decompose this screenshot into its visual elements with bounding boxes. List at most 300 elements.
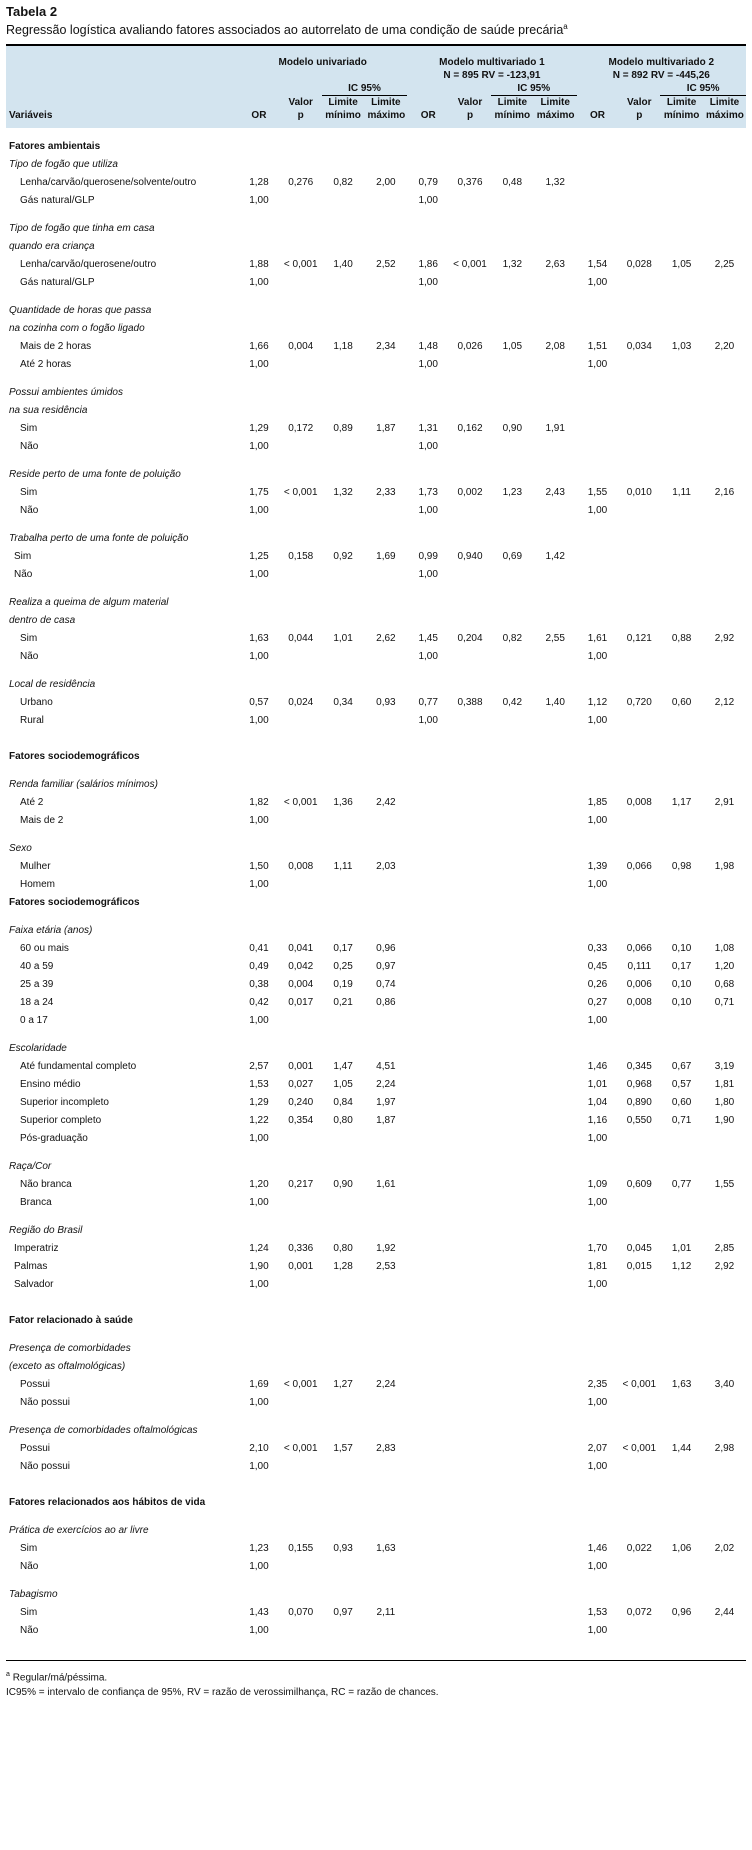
cell-valor-p [618, 894, 660, 912]
cell-or: 1,00 [587, 1133, 608, 1145]
cell-limite-minimo: 1,36 [333, 797, 353, 809]
cell-limite-maximo [703, 420, 746, 438]
cell-limite-maximo [703, 466, 746, 484]
cell-valor-p [280, 502, 322, 520]
cell-or [407, 1194, 449, 1212]
cell-or [407, 238, 449, 256]
cell-limite-maximo: 0,68 [714, 979, 735, 991]
cell-valor-p [449, 648, 491, 666]
cell-valor-p [280, 1558, 322, 1576]
cell-limite-maximo [364, 1422, 407, 1440]
cell-limite-maximo: 0,96 [376, 943, 396, 955]
cell-valor-p [618, 812, 660, 830]
variable-name: (exceto as oftalmológicas) [9, 1361, 126, 1373]
cell-limite-minimo [322, 384, 365, 402]
cell-limite-minimo [491, 384, 534, 402]
cell-valor-p [449, 156, 491, 174]
cell-limite-minimo [322, 812, 365, 830]
regression-table [6, 44, 746, 1661]
category-row [6, 1540, 746, 1558]
cell-valor-p [280, 894, 322, 912]
spacer-row [6, 830, 746, 840]
cell-limite-minimo: 0,42 [502, 697, 523, 709]
cell-limite-minimo [491, 712, 534, 730]
cell-or [577, 220, 619, 238]
category-row [6, 1394, 746, 1412]
cell-or [407, 1458, 449, 1476]
variable-row [6, 676, 746, 694]
cell-limite-minimo [491, 1222, 534, 1240]
cell-limite-maximo [534, 1440, 577, 1458]
cell-valor-p [280, 320, 322, 338]
cell-valor-p [449, 748, 491, 766]
cell-limite-maximo [364, 812, 407, 830]
cell-valor-p [280, 238, 322, 256]
cell-valor-p [449, 958, 491, 976]
cell-valor-p [449, 894, 491, 912]
cell-or [407, 1622, 449, 1640]
cell-limite-minimo [491, 976, 534, 994]
cell-limite-maximo: 1,08 [714, 943, 735, 955]
cell-limite-maximo [534, 466, 577, 484]
cell-valor-p [449, 274, 491, 292]
cell-limite-minimo: 0,67 [671, 1061, 692, 1073]
spacer-row [6, 1148, 746, 1158]
cell-or [407, 1522, 449, 1540]
cell-or [407, 1604, 449, 1622]
cell-limite-minimo: 1,05 [333, 1079, 353, 1091]
cell-limite-minimo [491, 1394, 534, 1412]
cell-limite-minimo [322, 676, 365, 694]
cell-limite-maximo [703, 1358, 746, 1376]
cell-limite-maximo [364, 402, 407, 420]
cell-limite-minimo [322, 648, 365, 666]
cell-limite-minimo [491, 1058, 534, 1076]
cell-or [577, 530, 619, 548]
cell-valor-p: 0,001 [288, 1061, 314, 1073]
cell-valor-p [618, 1422, 660, 1440]
cell-or [407, 1040, 449, 1058]
cell-valor-p: 0,028 [626, 259, 652, 271]
table-footnotes [6, 1667, 746, 1700]
cell-limite-minimo: 0,90 [333, 1179, 353, 1191]
cell-valor-p [449, 1494, 491, 1512]
cell-limite-maximo: 2,02 [714, 1543, 735, 1555]
cell-or [577, 566, 619, 584]
cell-limite-minimo [322, 530, 365, 548]
cell-limite-maximo [534, 438, 577, 456]
cell-limite-maximo: 1,69 [376, 551, 396, 563]
cell-limite-minimo: 0,10 [671, 979, 692, 991]
cell-limite-minimo [491, 1094, 534, 1112]
cell-limite-maximo: 2,03 [376, 861, 396, 873]
cell-or: 1,29 [249, 423, 269, 435]
cell-limite-maximo [534, 940, 577, 958]
cell-or: 1,00 [249, 1279, 269, 1291]
cell-limite-maximo [364, 274, 407, 292]
cell-limite-maximo [703, 530, 746, 548]
cell-limite-maximo [534, 274, 577, 292]
cell-or [577, 1586, 619, 1604]
caption-text: Regressão logística avaliando fatores associados ao autorrelato de uma condição de saúde precária [6, 23, 564, 38]
cell-limite-maximo [703, 712, 746, 730]
cell-limite-minimo [491, 812, 534, 830]
cell-or [407, 1158, 449, 1176]
cell-valor-p [280, 1394, 322, 1412]
cell-or [407, 1094, 449, 1112]
cell-limite-maximo: 2,43 [545, 487, 565, 499]
cell-or: 1,00 [249, 815, 269, 827]
cell-or: 1,39 [587, 861, 608, 873]
category-row [6, 438, 746, 456]
cell-limite-maximo [534, 1604, 577, 1622]
category-row [6, 1194, 746, 1212]
cell-or [238, 402, 280, 420]
cell-limite-minimo [322, 320, 365, 338]
cell-or: 1,00 [587, 1197, 608, 1209]
cell-valor-p [449, 402, 491, 420]
category-row [6, 1440, 746, 1458]
cell-limite-minimo [660, 530, 703, 548]
variable-row [6, 156, 746, 174]
cell-valor-p [280, 356, 322, 374]
cell-limite-minimo: 0,60 [671, 697, 692, 709]
category-label: Não branca [20, 1179, 72, 1191]
cell-limite-minimo [491, 320, 534, 338]
cell-limite-maximo: 1,80 [714, 1097, 735, 1109]
category-row [6, 1076, 746, 1094]
cell-or: 1,00 [418, 359, 438, 371]
cell-limite-minimo [322, 776, 365, 794]
cell-or: 1,04 [587, 1097, 608, 1109]
cell-valor-p [618, 1012, 660, 1030]
cell-or [577, 438, 619, 456]
cell-limite-minimo: 1,28 [333, 1261, 353, 1273]
category-label: Até fundamental completo [20, 1061, 137, 1073]
category-label: Sim [20, 423, 38, 435]
cell-or: 1,20 [249, 1179, 269, 1191]
cell-limite-minimo [491, 940, 534, 958]
category-row [6, 484, 746, 502]
cell-limite-minimo: 0,90 [502, 423, 523, 435]
cell-limite-maximo [534, 858, 577, 876]
cell-limite-maximo [703, 876, 746, 894]
cell-limite-maximo: 1,98 [714, 861, 735, 873]
cell-or: 1,70 [587, 1243, 608, 1255]
cell-valor-p: 0,008 [288, 861, 314, 873]
cell-valor-p [449, 1094, 491, 1112]
variable-name: Tipo de fogão que utiliza [9, 159, 118, 171]
variable-row [6, 776, 746, 794]
cell-or [407, 384, 449, 402]
cell-valor-p [618, 776, 660, 794]
category-label: 18 a 24 [20, 997, 54, 1009]
cell-limite-maximo [364, 502, 407, 520]
category-row [6, 1622, 746, 1640]
cell-valor-p [449, 858, 491, 876]
cell-limite-minimo [491, 502, 534, 520]
cell-valor-p: < 0,001 [453, 259, 487, 271]
cell-valor-p: 0,072 [626, 1607, 652, 1619]
category-row [6, 502, 746, 520]
cell-valor-p [280, 1494, 322, 1512]
cell-limite-maximo [703, 894, 746, 912]
cell-limite-minimo [491, 1604, 534, 1622]
category-row [6, 566, 746, 584]
cell-valor-p [449, 922, 491, 940]
cell-limite-maximo [364, 1012, 407, 1030]
cell-limite-maximo: 2,91 [714, 797, 735, 809]
cell-valor-p [449, 1312, 491, 1330]
cell-limite-minimo [491, 1358, 534, 1376]
cell-or: 1,55 [587, 487, 608, 499]
cell-limite-minimo [491, 156, 534, 174]
cell-limite-minimo [322, 1558, 365, 1576]
cell-limite-maximo [534, 1194, 577, 1212]
cell-or: 1,53 [249, 1079, 269, 1091]
cell-limite-minimo: 1,23 [502, 487, 523, 499]
cell-valor-p: 0,070 [288, 1607, 314, 1619]
cell-limite-minimo [322, 238, 365, 256]
cell-valor-p [280, 712, 322, 730]
cell-limite-maximo [703, 748, 746, 766]
cell-limite-minimo: 0,89 [333, 423, 353, 435]
cell-valor-p [618, 612, 660, 630]
spacer-row [6, 128, 746, 138]
cell-limite-minimo: 0,97 [333, 1607, 353, 1619]
cell-limite-maximo [364, 1130, 407, 1148]
variable-name: Escolaridade [9, 1043, 67, 1055]
cell-limite-maximo: 2,16 [714, 487, 735, 499]
cell-valor-p [449, 676, 491, 694]
cell-limite-maximo [364, 676, 407, 694]
cell-or [407, 1130, 449, 1148]
cell-limite-maximo [703, 676, 746, 694]
cell-limite-maximo: 1,42 [545, 551, 565, 563]
cell-valor-p [449, 1040, 491, 1058]
category-label: Homem [20, 879, 56, 891]
cell-limite-minimo [660, 612, 703, 630]
cell-or: 1,01 [587, 1079, 608, 1091]
category-row [6, 548, 746, 566]
spacer-row [6, 584, 746, 594]
cell-limite-minimo [660, 566, 703, 584]
cell-limite-maximo [364, 192, 407, 210]
cell-or: 1,00 [418, 195, 438, 207]
cell-valor-p: 0,162 [457, 423, 483, 435]
cell-valor-p [280, 1040, 322, 1058]
cell-limite-maximo [364, 1040, 407, 1058]
cell-limite-minimo [660, 320, 703, 338]
cell-or [577, 676, 619, 694]
cell-limite-minimo [660, 922, 703, 940]
cell-valor-p [449, 1112, 491, 1130]
cell-limite-maximo: 0,74 [376, 979, 396, 991]
cell-limite-maximo [364, 530, 407, 548]
cell-limite-minimo [491, 994, 534, 1012]
cell-limite-maximo [534, 1422, 577, 1440]
cell-valor-p [618, 530, 660, 548]
cell-valor-p [449, 976, 491, 994]
cell-valor-p [280, 840, 322, 858]
cell-limite-maximo [364, 156, 407, 174]
category-label: Lenha/carvão/querosene/solvente/outro [20, 177, 197, 189]
cell-limite-maximo [534, 1522, 577, 1540]
cell-or [577, 156, 619, 174]
cell-limite-maximo [703, 220, 746, 238]
category-label: 25 a 39 [20, 979, 54, 991]
section-heading: Fator relacionado à saúde [9, 1315, 133, 1327]
cell-limite-maximo [534, 356, 577, 374]
cell-limite-maximo: 2,24 [376, 1379, 396, 1391]
cell-or [407, 776, 449, 794]
cell-limite-minimo [322, 1012, 365, 1030]
cell-or [407, 1376, 449, 1394]
cell-limite-maximo [534, 840, 577, 858]
cell-limite-minimo: 1,01 [333, 633, 353, 645]
cell-or: 1,16 [587, 1115, 608, 1127]
cell-or [577, 548, 619, 566]
cell-limite-maximo [703, 1558, 746, 1576]
cell-valor-p: 0,042 [288, 961, 314, 973]
cell-limite-minimo: 1,32 [333, 487, 353, 499]
cell-valor-p: 0,041 [288, 943, 314, 955]
cell-or: 1,28 [249, 177, 269, 189]
category-row [6, 1258, 746, 1276]
category-label: Não [20, 441, 39, 453]
cell-limite-minimo: 0,93 [333, 1543, 353, 1555]
cell-limite-maximo [703, 384, 746, 402]
cell-valor-p: < 0,001 [283, 487, 318, 499]
cell-valor-p [280, 566, 322, 584]
cell-limite-maximo [703, 1622, 746, 1640]
cell-limite-maximo [534, 320, 577, 338]
cell-valor-p [449, 320, 491, 338]
cell-or [407, 1312, 449, 1330]
cell-or: 1,12 [587, 697, 608, 709]
section-row [6, 1494, 746, 1512]
cell-limite-minimo [322, 876, 365, 894]
cell-or [238, 1422, 280, 1440]
category-label: Pós-graduação [20, 1133, 88, 1145]
cell-limite-maximo [703, 1394, 746, 1412]
cell-or: 1,88 [249, 259, 269, 271]
cell-limite-minimo [322, 1158, 365, 1176]
category-row [6, 1558, 746, 1576]
cell-limite-maximo [534, 1112, 577, 1130]
cell-or [407, 1058, 449, 1076]
cell-or [238, 320, 280, 338]
cell-or: 1,00 [249, 441, 269, 453]
cell-valor-p [618, 1312, 660, 1330]
cell-or [407, 1340, 449, 1358]
cell-limite-minimo [660, 1222, 703, 1240]
cell-or: 0,99 [418, 551, 438, 563]
cell-limite-maximo: 1,81 [714, 1079, 735, 1091]
category-label: Sim [20, 487, 38, 499]
cell-valor-p [618, 1358, 660, 1376]
cell-or [577, 776, 619, 794]
cell-limite-minimo [491, 1312, 534, 1330]
cell-or [407, 676, 449, 694]
cell-limite-maximo [703, 548, 746, 566]
cell-valor-p [280, 192, 322, 210]
variable-row [6, 1358, 746, 1376]
cell-limite-maximo [534, 1494, 577, 1512]
cell-limite-minimo [491, 1340, 534, 1358]
cell-limite-minimo [491, 1258, 534, 1276]
cell-limite-maximo [364, 1158, 407, 1176]
cell-limite-minimo [660, 894, 703, 912]
cell-or [238, 1312, 280, 1330]
cell-limite-minimo: 0,82 [333, 177, 353, 189]
cell-or [577, 466, 619, 484]
cell-or: 1,00 [418, 505, 438, 517]
cell-limite-maximo: 1,87 [376, 423, 396, 435]
cell-limite-maximo [364, 876, 407, 894]
cell-valor-p: 0,376 [457, 177, 483, 189]
cell-valor-p [280, 1222, 322, 1240]
variable-name: Faixa etária (anos) [9, 925, 93, 937]
cell-limite-maximo [534, 676, 577, 694]
cell-limite-minimo [660, 648, 703, 666]
cell-limite-minimo: 0,69 [502, 551, 523, 563]
cell-valor-p [618, 274, 660, 292]
cell-or: 1,82 [249, 797, 269, 809]
cell-valor-p [449, 712, 491, 730]
cell-or [407, 1258, 449, 1276]
spacer-row [6, 1294, 746, 1312]
cell-valor-p: 0,217 [288, 1179, 314, 1191]
cell-or [577, 894, 619, 912]
cell-limite-minimo [491, 1076, 534, 1094]
cell-valor-p [449, 1540, 491, 1558]
header-model-univariado: Modelo univariado [238, 56, 407, 82]
spacer-row [6, 1412, 746, 1422]
cell-limite-minimo [491, 776, 534, 794]
cell-or: 1,46 [587, 1543, 608, 1555]
category-label: Mais de 2 [20, 815, 64, 827]
cell-limite-minimo: 1,40 [333, 259, 353, 271]
cell-or [407, 858, 449, 876]
cell-limite-maximo: 3,40 [714, 1379, 735, 1391]
cell-limite-minimo [491, 402, 534, 420]
cell-limite-minimo [491, 1540, 534, 1558]
category-row [6, 356, 746, 374]
cell-or [238, 466, 280, 484]
cell-limite-maximo [534, 156, 577, 174]
cell-or [407, 530, 449, 548]
cell-limite-minimo [660, 356, 703, 374]
spacer-row [6, 1212, 746, 1222]
cell-or: 1,00 [587, 1397, 608, 1409]
category-row [6, 1458, 746, 1476]
category-label: Gás natural/GLP [20, 195, 95, 207]
category-row [6, 1058, 746, 1076]
cell-limite-minimo [660, 438, 703, 456]
cell-or: 1,29 [249, 1097, 269, 1109]
cell-or [407, 922, 449, 940]
cell-valor-p [618, 438, 660, 456]
cell-valor-p: 0,001 [288, 1261, 314, 1273]
cell-limite-maximo: 2,12 [714, 697, 735, 709]
cell-limite-minimo [491, 840, 534, 858]
variable-name: na sua residência [9, 405, 88, 417]
cell-limite-maximo: 2,92 [714, 1261, 735, 1273]
cell-valor-p [449, 1422, 491, 1440]
cell-or [407, 1240, 449, 1258]
cell-limite-maximo [703, 594, 746, 612]
